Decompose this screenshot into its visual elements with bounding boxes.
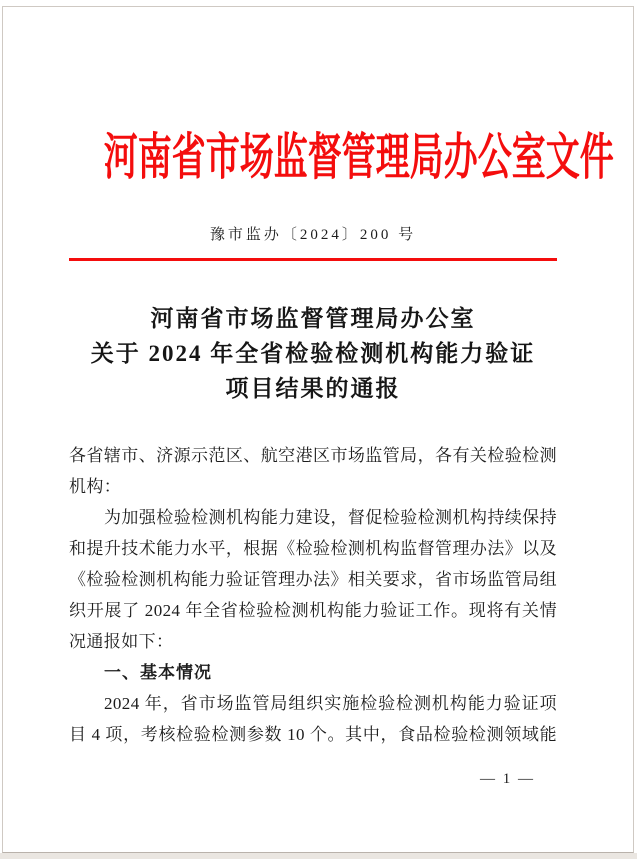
document-title-line-2: 关于 2024 年全省检验检测机构能力验证 (90, 341, 536, 366)
body-line-salutation: 各省辖市、济源示范区、航空港区市场监管局，各有关检验检测 (69, 446, 557, 465)
body-line: 织开展了 2024 年全省检验检测机构能力验证工作。现将有关情 (69, 601, 557, 620)
page-edge-shadow (0, 853, 637, 859)
red-divider-line (69, 258, 557, 261)
body-line: 目 4 项，考核检验检测参数 10 个。其中，食品检验检测领域能 (69, 725, 557, 744)
document-body (69, 440, 557, 750)
body-line: 为加强检验检测机构能力建设，督促检验检测机构持续保持 (104, 508, 557, 527)
section-heading-basic-situation: 一、基本情况 (104, 663, 212, 682)
body-line: 2024 年，省市场监管局组织实施检验检测机构能力验证项 (104, 694, 557, 713)
body-line: 和提升技术能力水平，根据《检验检测机构监督管理办法》以及 (69, 539, 557, 558)
document-title (43, 301, 583, 406)
document-title-line-1: 河南省市场监督管理局办公室 (150, 306, 476, 331)
red-letterhead-title: 河南省市场监督管理局办公室文件 (103, 129, 614, 185)
body-line: 况通报如下： (69, 632, 174, 651)
body-line: 《检验检测机构能力验证管理办法》相关要求，省市场监管局组 (69, 570, 557, 589)
document-title-line-3: 项目结果的通报 (225, 376, 401, 401)
page-number: — 1 — (480, 771, 535, 787)
document-page (2, 6, 634, 853)
document-number: 豫市监办〔2024〕200 号 (209, 227, 417, 243)
body-line-salutation-end: 机构： (69, 477, 122, 496)
